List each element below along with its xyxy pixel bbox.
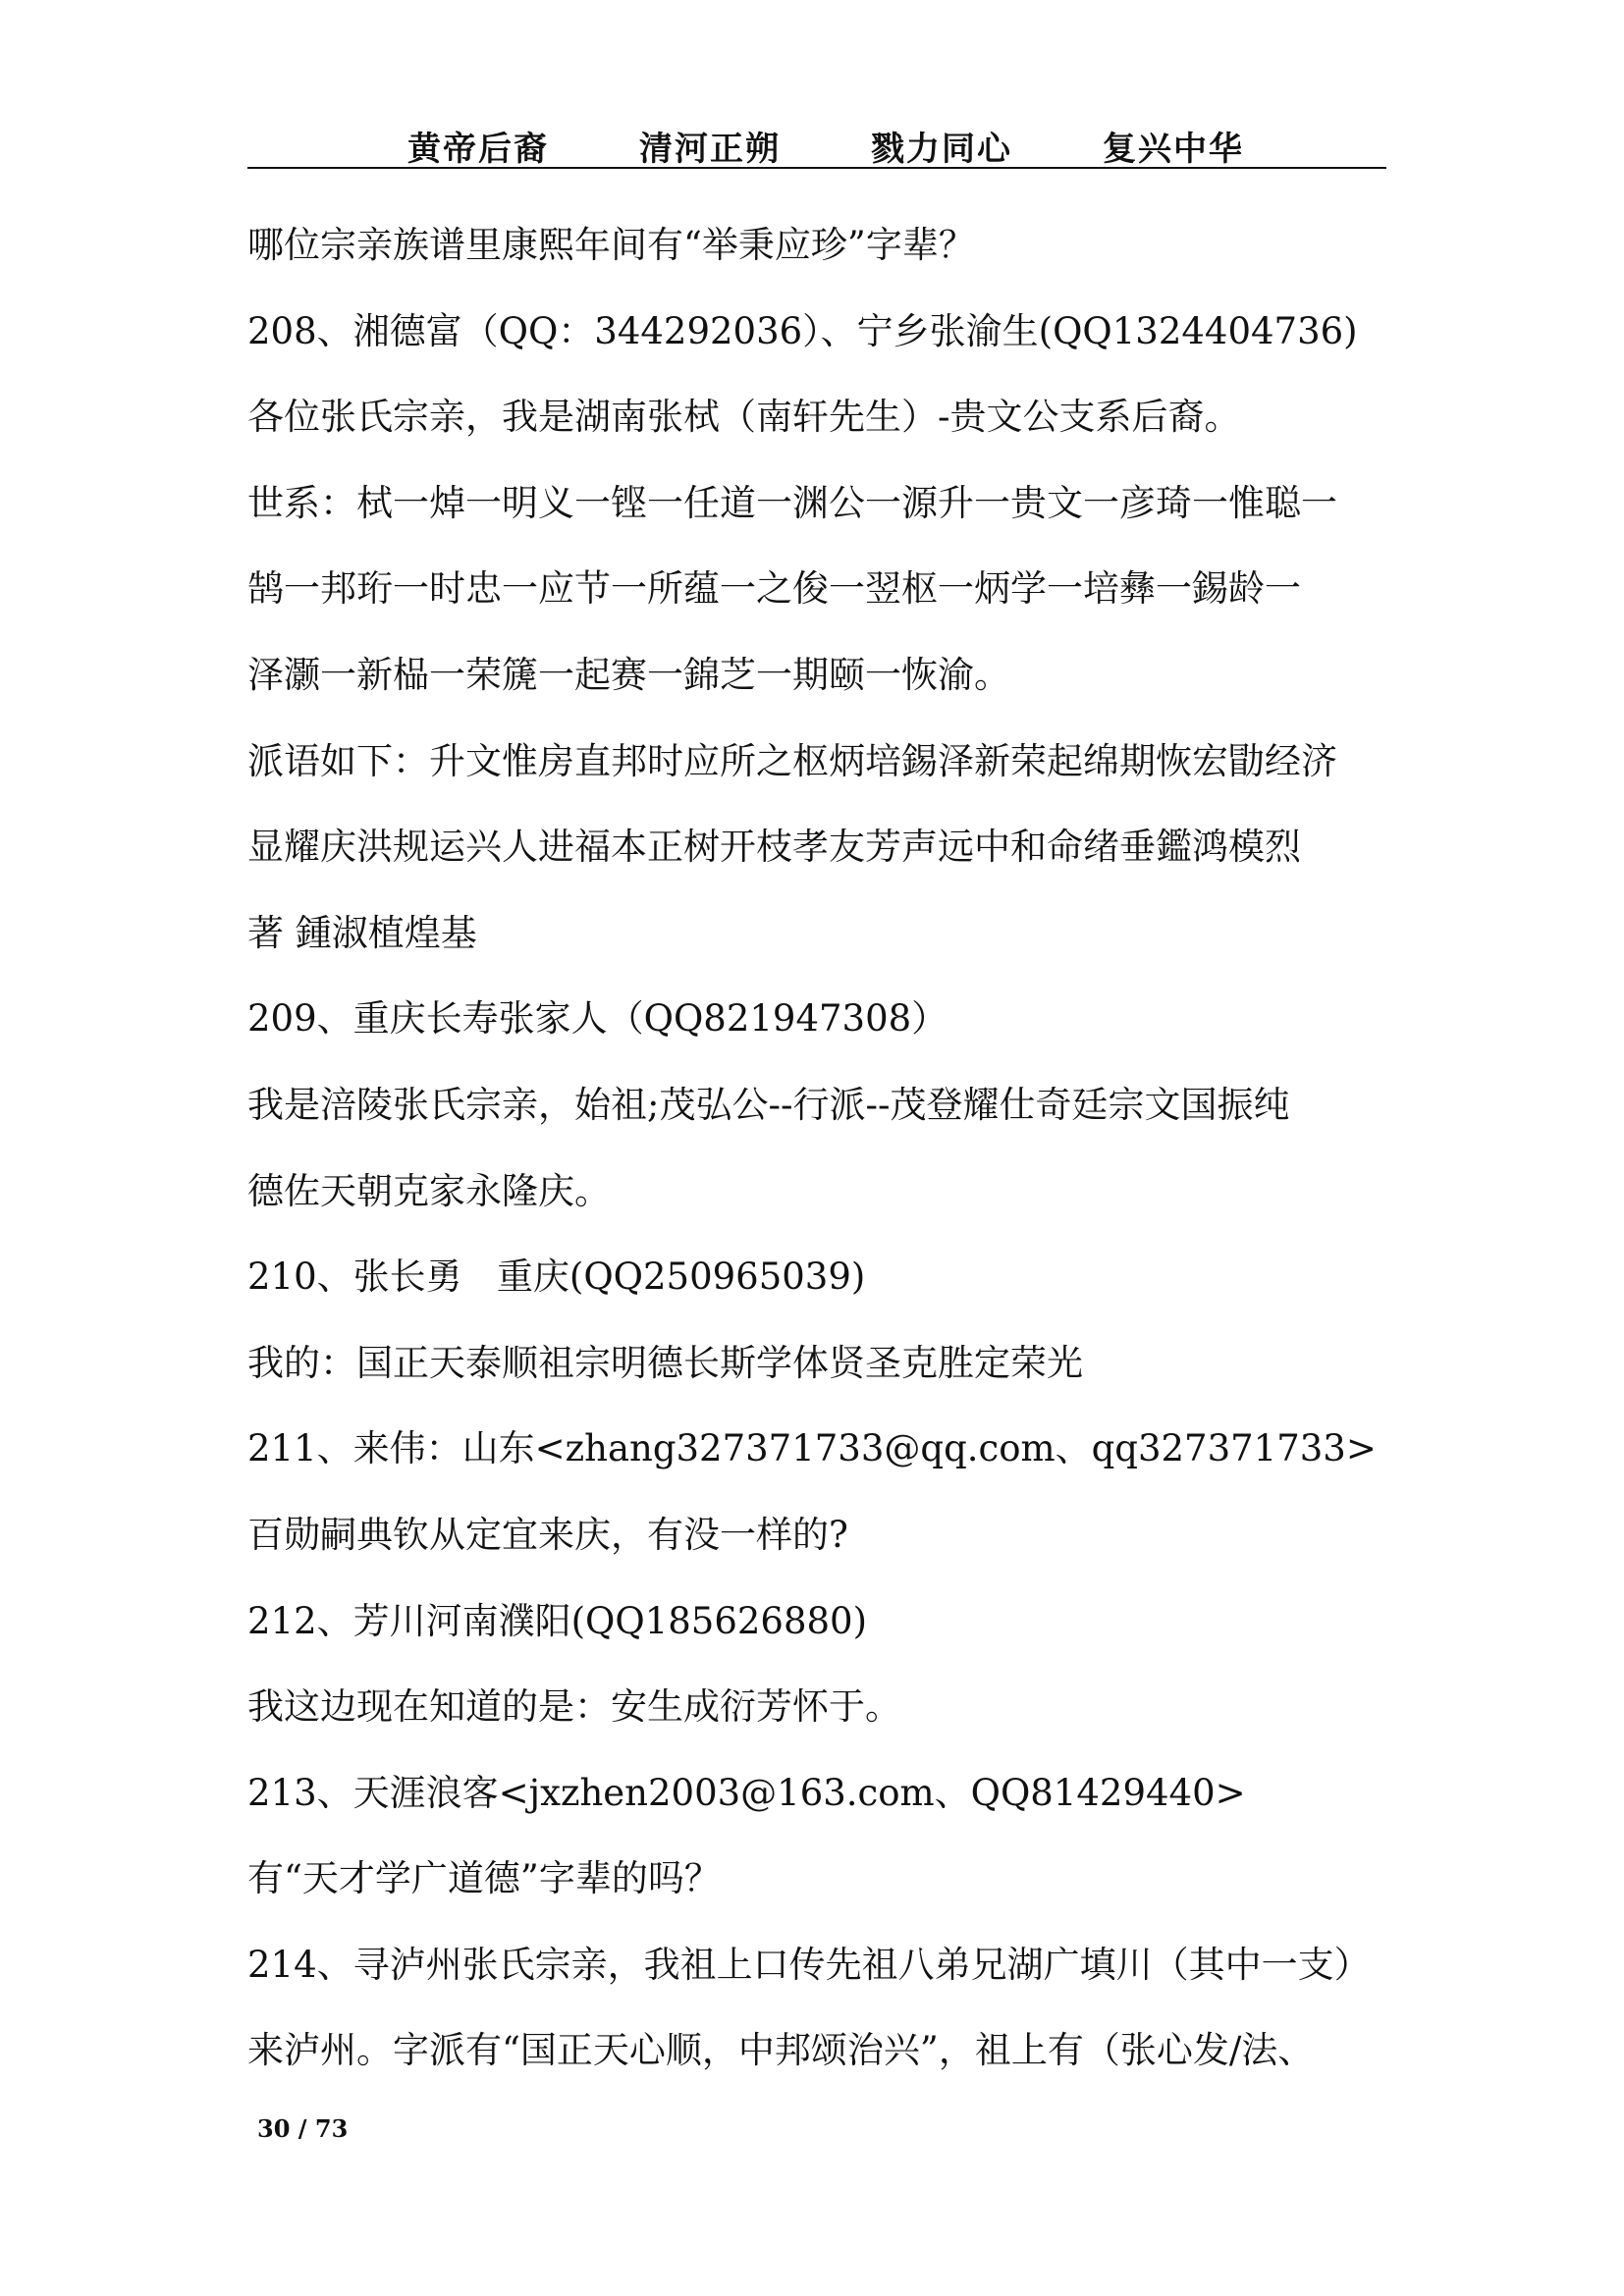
text-line: 各位张氏宗亲，我是湖南张栻（南轩先生）-贵文公支系后裔。 <box>247 396 1241 439</box>
text-line: 209、重庆长寿张家人（QQ821947308） <box>247 997 948 1041</box>
text-line: 我这边现在知道的是：安生成衍芳怀于。 <box>247 1685 901 1729</box>
text-line: 来泸州。字派有“国正天心顺，中邦颂治兴”，祖上有（张心发/法、 <box>247 2029 1315 2072</box>
text-line: 211、来伟：山东<zhang327371733@qq.com、qq327371733> <box>247 1427 1377 1470</box>
header-motto-2: 清河正朔 <box>639 130 781 169</box>
header-motto-1: 黄帝后裔 <box>407 130 549 169</box>
header-motto-4: 复兴中华 <box>1103 130 1244 169</box>
text-line: 213、天涯浪客<jxzhen2003@163.com、QQ81429440> <box>247 1771 1246 1814</box>
page-number: 30 / 73 <box>257 2114 349 2143</box>
header-motto-3: 戮力同心 <box>871 130 1012 169</box>
text-line: 百勋嗣典钦从定宜来庆，有没一样的? <box>247 1513 848 1556</box>
text-line: 214、寻泸州张氏宗亲，我祖上口传先祖八弟兄湖广填川（其中一支） <box>247 1943 1371 1986</box>
text-line: 210、张长勇 重庆(QQ250965039) <box>247 1255 866 1299</box>
page-header <box>247 116 1386 171</box>
text-line: 208、湘德富（QQ：344292036）、宁乡张渝生(QQ1324404736) <box>247 309 1358 352</box>
text-line: 著 鍾淑植煌基 <box>247 911 477 954</box>
header-rule <box>247 167 1386 169</box>
text-line: 212、芳川河南濮阳(QQ185626880) <box>247 1599 868 1642</box>
text-line: 显耀庆洪规运兴人进福本正树开枝孝友芳声远中和命绪垂鑑鸿模烈 <box>247 826 1301 869</box>
document-body <box>247 210 1396 2102</box>
text-line: 派语如下：升文惟房直邦时应所之枢炳培錫泽新荣起绵期恢宏勖经济 <box>247 739 1337 782</box>
text-line: 我的：国正天泰顺祖宗明德长斯学体贤圣克胜定荣光 <box>247 1341 1083 1384</box>
text-line: 德佐天朝克家永隆庆。 <box>247 1169 611 1212</box>
text-line: 鹄一邦珩一时忠一应节一所蕴一之俊一翌枢一炳学一培彝一錫龄一 <box>247 567 1301 611</box>
text-line: 泽灏一新榀一荣篪一起赛一錦芝一期颐一恢渝。 <box>247 653 1010 696</box>
text-line: 我是涪陵张氏宗亲，始祖;茂弘公--行派--茂登耀仕奇廷宗文国振纯 <box>247 1083 1290 1126</box>
text-line: 有“天才学广道德”字辈的吗？ <box>247 1857 721 1900</box>
text-line: 哪位宗亲族谱里康熙年间有“举秉应珍”字辈？ <box>247 224 975 266</box>
text-line: 世系：栻一焯一明义一铿一任道一渊公一源升一贵文一彦琦一惟聪一 <box>247 481 1337 524</box>
